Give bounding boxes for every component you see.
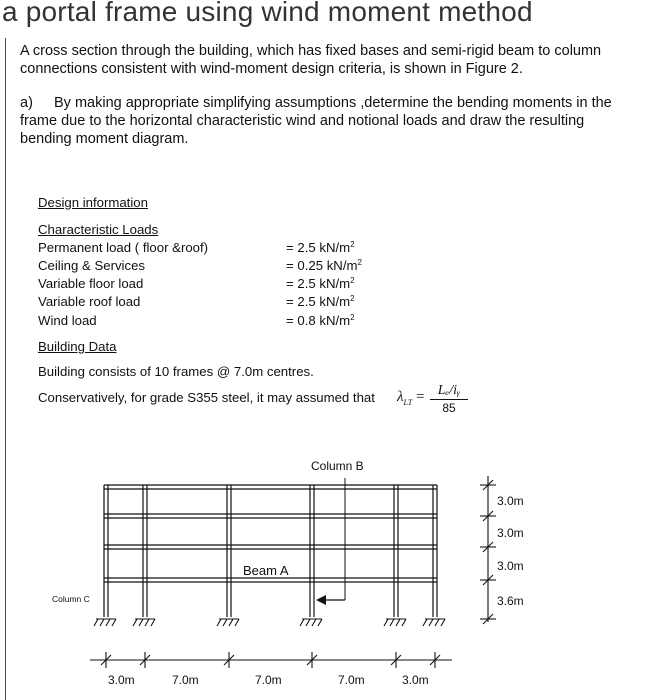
frame-columns bbox=[104, 485, 437, 617]
load-label: Permanent load ( floor &roof) bbox=[38, 240, 209, 255]
load-label: Ceiling & Services bbox=[38, 258, 146, 273]
bay-width-label: 3.0m bbox=[402, 673, 429, 687]
design-info-heading: Design information bbox=[38, 195, 148, 210]
bay-width-label: 3.0m bbox=[108, 673, 135, 687]
bay-width-label: 7.0m bbox=[338, 673, 365, 687]
steel-text: Conservatively, for grade S355 steel, it may assumed that bbox=[38, 390, 375, 405]
load-label: Variable roof load bbox=[38, 294, 141, 309]
beam-a-label: Beam A bbox=[243, 563, 289, 578]
building-text: Building consists of 10 frames @ 7.0m centres. bbox=[38, 364, 314, 379]
characteristic-loads-heading: Characteristic Loads bbox=[38, 222, 159, 237]
storey-height-label: 3.6m bbox=[497, 594, 524, 608]
building-data-heading: Building Data bbox=[38, 339, 117, 354]
width-dimension-line bbox=[90, 652, 452, 668]
fraction-numerator: Lₑ/iᵧ bbox=[430, 383, 468, 400]
intro-paragraph: A cross section through the building, which has fixed bases and semi-rigid beam to column connections consistent with wind-moment design criteria, is shown in Figure 2. bbox=[20, 43, 602, 77]
bay-width-label: 7.0m bbox=[255, 673, 282, 687]
bay-width-label: 7.0m bbox=[172, 673, 199, 687]
column-c-label: Column C bbox=[52, 594, 90, 604]
storey-height-label: 3.0m bbox=[497, 559, 524, 573]
fixed-supports bbox=[94, 619, 445, 626]
storey-height-label: 3.0m bbox=[497, 526, 524, 540]
question-text: By making appropriate simplifying assumptions ,determine the bending moments in the frame due to the horizontal characteristic wind and notional loads and draw the resulting bending moment diagram. bbox=[20, 95, 612, 147]
question-label: a) bbox=[20, 95, 33, 111]
storey-height-label: 3.0m bbox=[497, 494, 524, 508]
height-dimension-line bbox=[480, 476, 496, 624]
load-label: Wind load bbox=[38, 313, 97, 328]
load-label: Variable floor load bbox=[38, 276, 144, 291]
load-value: = 0.8 $kN/m^2$ bbox=[286, 313, 355, 328]
load-value: = 2.5 $kN/m^2$ bbox=[286, 276, 355, 291]
column-b-label: Column B bbox=[311, 459, 364, 473]
load-value: = 0.25 $kN/m^2$ bbox=[286, 258, 362, 273]
lambda-lt-symbol: $\lambda_{LT}$ = bbox=[397, 389, 425, 407]
fraction-denominator: 85 bbox=[442, 401, 456, 415]
page-title: a portal frame using wind moment method bbox=[2, 0, 533, 27]
load-value: = 2.5 $kN/m^2$ bbox=[286, 240, 355, 255]
load-value: = 2.5 $kN/m^2$ bbox=[286, 294, 355, 309]
